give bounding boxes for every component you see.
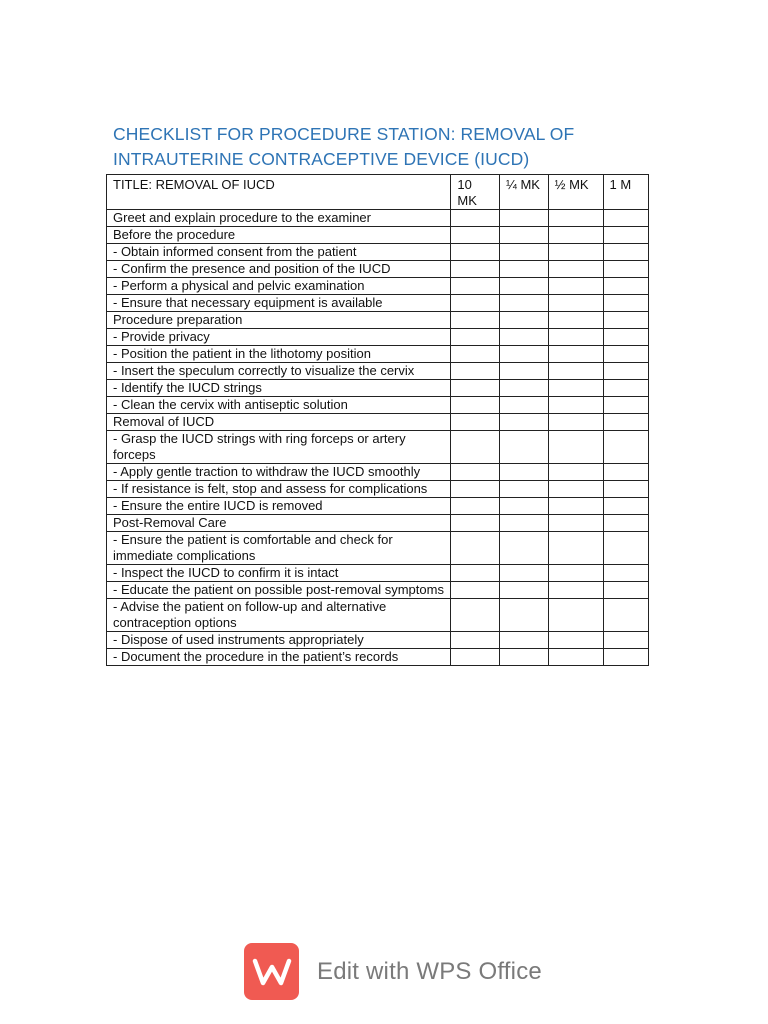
score-half-mk-cell	[548, 464, 603, 481]
score-1-m-cell	[603, 464, 648, 481]
score-10-mk-cell	[451, 261, 500, 278]
table-row	[107, 632, 649, 649]
score-quarter-mk-cell	[500, 565, 549, 582]
score-10-mk-cell	[451, 599, 500, 632]
score-quarter-mk-cell	[500, 210, 549, 227]
score-1-m-cell	[603, 312, 648, 329]
score-quarter-mk-cell	[500, 481, 549, 498]
checklist-item: - Clean the cervix with antiseptic solution	[107, 397, 451, 414]
score-half-mk-cell	[548, 582, 603, 599]
table-row	[107, 363, 649, 380]
score-quarter-mk-cell	[500, 431, 549, 464]
table-header-row	[107, 175, 649, 210]
score-10-mk-cell	[451, 397, 500, 414]
table-row	[107, 532, 649, 565]
score-quarter-mk-cell	[500, 414, 549, 431]
score-quarter-mk-cell	[500, 295, 549, 312]
score-quarter-mk-cell	[500, 649, 549, 666]
score-half-mk-cell	[548, 346, 603, 363]
score-10-mk-cell	[451, 498, 500, 515]
checklist-item: - Obtain informed consent from the patient	[107, 244, 451, 261]
score-1-m-cell	[603, 632, 648, 649]
score-10-mk-cell	[451, 278, 500, 295]
score-quarter-mk-cell	[500, 278, 549, 295]
score-half-mk-cell	[548, 312, 603, 329]
score-quarter-mk-cell	[500, 312, 549, 329]
score-quarter-mk-cell	[500, 380, 549, 397]
score-10-mk-cell	[451, 227, 500, 244]
checklist-item: - Perform a physical and pelvic examination	[107, 278, 451, 295]
score-10-mk-cell	[451, 649, 500, 666]
header-1-m: 1 M	[603, 175, 648, 210]
score-10-mk-cell	[451, 414, 500, 431]
score-quarter-mk-cell	[500, 397, 549, 414]
checklist-item: - Insert the speculum correctly to visualize the cervix	[107, 363, 451, 380]
score-10-mk-cell	[451, 244, 500, 261]
score-10-mk-cell	[451, 346, 500, 363]
score-quarter-mk-cell	[500, 346, 549, 363]
score-10-mk-cell	[451, 295, 500, 312]
score-10-mk-cell	[451, 515, 500, 532]
score-half-mk-cell	[548, 498, 603, 515]
score-quarter-mk-cell	[500, 227, 549, 244]
score-1-m-cell	[603, 582, 648, 599]
score-1-m-cell	[603, 295, 648, 312]
score-1-m-cell	[603, 414, 648, 431]
table-row	[107, 295, 649, 312]
table-row	[107, 515, 649, 532]
table-row	[107, 599, 649, 632]
checklist-item: Greet and explain procedure to the examiner	[107, 210, 451, 227]
score-1-m-cell	[603, 278, 648, 295]
score-10-mk-cell	[451, 481, 500, 498]
header-quarter-mk: ¼ MK	[500, 175, 549, 210]
wps-edit-label[interactable]: Edit with WPS Office	[317, 957, 542, 985]
score-1-m-cell	[603, 261, 648, 278]
score-10-mk-cell	[451, 431, 500, 464]
score-1-m-cell	[603, 363, 648, 380]
checklist-item: - Advise the patient on follow-up and alternative contraception options	[107, 599, 451, 632]
score-half-mk-cell	[548, 329, 603, 346]
score-10-mk-cell	[451, 363, 500, 380]
table-row	[107, 261, 649, 278]
table-row	[107, 312, 649, 329]
score-quarter-mk-cell	[500, 532, 549, 565]
score-half-mk-cell	[548, 278, 603, 295]
score-quarter-mk-cell	[500, 599, 549, 632]
document-title	[113, 122, 673, 172]
checklist-item: - Grasp the IUCD strings with ring forceps or artery forceps	[107, 431, 451, 464]
score-half-mk-cell	[548, 363, 603, 380]
score-half-mk-cell	[548, 210, 603, 227]
score-half-mk-cell	[548, 532, 603, 565]
score-half-mk-cell	[548, 565, 603, 582]
score-half-mk-cell	[548, 414, 603, 431]
checklist-item: Removal of IUCD	[107, 414, 451, 431]
document-title-line-2: INTRAUTERINE CONTRACEPTIVE DEVICE (IUCD)	[113, 149, 530, 169]
checklist-item: - Document the procedure in the patient’s records	[107, 649, 451, 666]
score-1-m-cell	[603, 599, 648, 632]
score-10-mk-cell	[451, 464, 500, 481]
checklist-item: Procedure preparation	[107, 312, 451, 329]
score-half-mk-cell	[548, 295, 603, 312]
score-quarter-mk-cell	[500, 464, 549, 481]
checklist-item: - Identify the IUCD strings	[107, 380, 451, 397]
checklist-item: - Provide privacy	[107, 329, 451, 346]
table-row	[107, 397, 649, 414]
score-half-mk-cell	[548, 227, 603, 244]
score-quarter-mk-cell	[500, 261, 549, 278]
table-row	[107, 227, 649, 244]
checklist-body	[107, 210, 649, 666]
table-row	[107, 481, 649, 498]
header-10-mk: 10 MK	[451, 175, 500, 210]
score-1-m-cell	[603, 515, 648, 532]
score-10-mk-cell	[451, 329, 500, 346]
score-quarter-mk-cell	[500, 515, 549, 532]
score-half-mk-cell	[548, 380, 603, 397]
checklist-item: - Position the patient in the lithotomy position	[107, 346, 451, 363]
score-half-mk-cell	[548, 599, 603, 632]
score-10-mk-cell	[451, 532, 500, 565]
score-half-mk-cell	[548, 431, 603, 464]
table-row	[107, 380, 649, 397]
score-quarter-mk-cell	[500, 582, 549, 599]
score-1-m-cell	[603, 227, 648, 244]
score-half-mk-cell	[548, 244, 603, 261]
score-half-mk-cell	[548, 397, 603, 414]
score-quarter-mk-cell	[500, 498, 549, 515]
score-1-m-cell	[603, 431, 648, 464]
score-1-m-cell	[603, 380, 648, 397]
score-half-mk-cell	[548, 632, 603, 649]
checklist-item: - Ensure that necessary equipment is available	[107, 295, 451, 312]
checklist-item: - Educate the patient on possible post-removal symptoms	[107, 582, 451, 599]
score-quarter-mk-cell	[500, 363, 549, 380]
score-half-mk-cell	[548, 649, 603, 666]
table-row	[107, 414, 649, 431]
table-row	[107, 649, 649, 666]
score-half-mk-cell	[548, 261, 603, 278]
score-quarter-mk-cell	[500, 329, 549, 346]
score-1-m-cell	[603, 498, 648, 515]
wps-office-logo-icon[interactable]	[244, 943, 299, 1000]
table-row	[107, 244, 649, 261]
table-row	[107, 464, 649, 481]
table-row	[107, 582, 649, 599]
checklist-item: - Ensure the patient is comfortable and check for immediate complications	[107, 532, 451, 565]
table-row	[107, 329, 649, 346]
score-1-m-cell	[603, 532, 648, 565]
score-1-m-cell	[603, 329, 648, 346]
checklist-item: - Confirm the presence and position of the IUCD	[107, 261, 451, 278]
score-1-m-cell	[603, 649, 648, 666]
score-quarter-mk-cell	[500, 632, 549, 649]
checklist-item: Post-Removal Care	[107, 515, 451, 532]
wps-edit-banner[interactable]	[244, 943, 542, 1000]
checklist-table	[106, 174, 649, 666]
header-title: TITLE: REMOVAL OF IUCD	[107, 175, 451, 210]
score-10-mk-cell	[451, 380, 500, 397]
checklist-item: - Apply gentle traction to withdraw the IUCD smoothly	[107, 464, 451, 481]
score-half-mk-cell	[548, 515, 603, 532]
score-1-m-cell	[603, 397, 648, 414]
header-half-mk: ½ MK	[548, 175, 603, 210]
score-1-m-cell	[603, 244, 648, 261]
score-1-m-cell	[603, 346, 648, 363]
table-row	[107, 278, 649, 295]
checklist-item: Before the procedure	[107, 227, 451, 244]
score-10-mk-cell	[451, 632, 500, 649]
score-1-m-cell	[603, 481, 648, 498]
score-1-m-cell	[603, 210, 648, 227]
checklist-item: - Ensure the entire IUCD is removed	[107, 498, 451, 515]
table-row	[107, 565, 649, 582]
checklist-item: - Dispose of used instruments appropriately	[107, 632, 451, 649]
document-title-line-1: CHECKLIST FOR PROCEDURE STATION: REMOVAL OF	[113, 124, 575, 144]
score-half-mk-cell	[548, 481, 603, 498]
score-10-mk-cell	[451, 312, 500, 329]
table-row	[107, 346, 649, 363]
score-10-mk-cell	[451, 565, 500, 582]
table-row	[107, 210, 649, 227]
score-quarter-mk-cell	[500, 244, 549, 261]
score-1-m-cell	[603, 565, 648, 582]
table-row	[107, 498, 649, 515]
checklist-item: - If resistance is felt, stop and assess for complications	[107, 481, 451, 498]
score-10-mk-cell	[451, 210, 500, 227]
score-10-mk-cell	[451, 582, 500, 599]
table-row	[107, 431, 649, 464]
checklist-item: - Inspect the IUCD to confirm it is intact	[107, 565, 451, 582]
